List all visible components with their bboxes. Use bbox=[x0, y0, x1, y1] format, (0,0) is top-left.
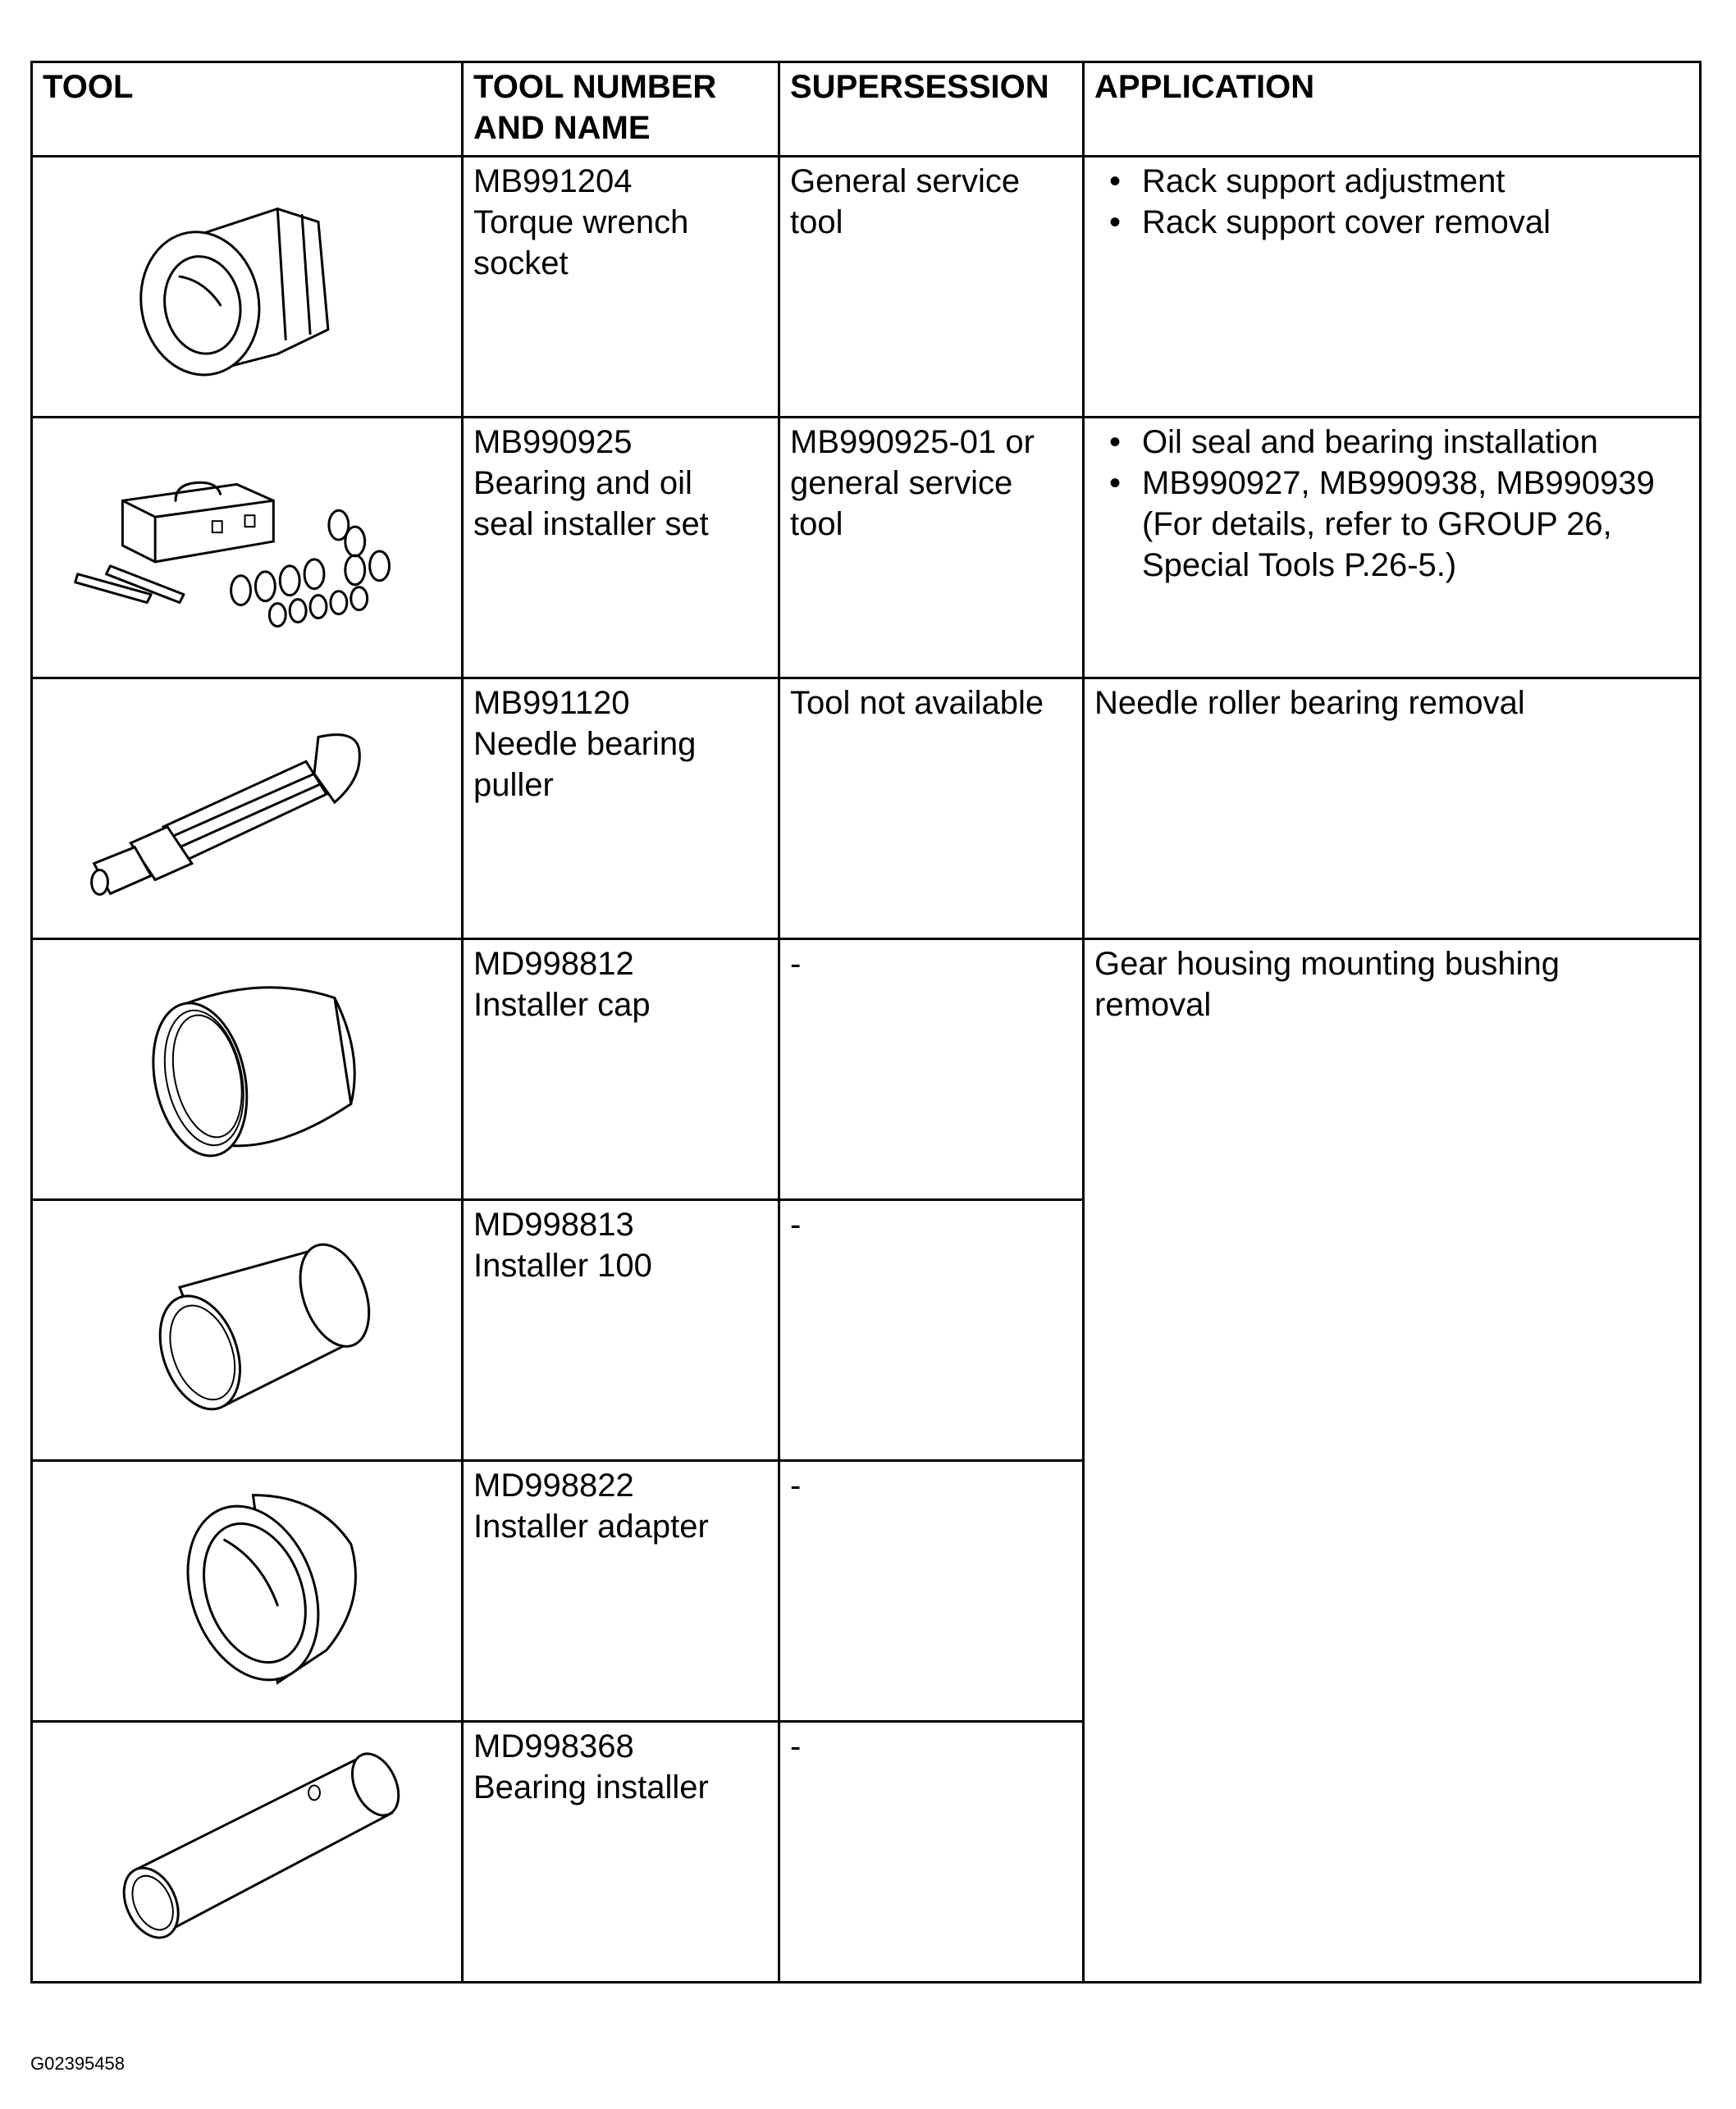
tool-image-cell bbox=[32, 418, 463, 678]
tool-number-cell bbox=[463, 1200, 779, 1461]
tool-number: MD998813 bbox=[473, 1207, 634, 1243]
tool-number: MD998822 bbox=[473, 1468, 634, 1504]
application-text: Needle roller bearing removal bbox=[1094, 685, 1525, 721]
tool-number-cell bbox=[463, 157, 779, 418]
torque-wrench-socket-icon bbox=[33, 157, 461, 416]
tool-name: socket bbox=[473, 245, 569, 281]
table-header-row bbox=[32, 62, 1701, 157]
header-supersession: SUPERSESSION bbox=[779, 62, 1084, 157]
tool-name: Torque wrench bbox=[473, 204, 689, 240]
tool-image-cell bbox=[32, 1200, 463, 1461]
tool-image-cell bbox=[32, 1722, 463, 1983]
figure-code: G02395458 bbox=[30, 2053, 125, 2074]
tool-name: Installer 100 bbox=[473, 1248, 652, 1284]
tool-image-cell bbox=[32, 157, 463, 418]
tool-name: seal installer set bbox=[473, 506, 709, 542]
tool-image-cell bbox=[32, 1461, 463, 1722]
tool-image-cell bbox=[32, 678, 463, 939]
tool-number: MB991120 bbox=[473, 685, 630, 721]
tool-name: puller bbox=[473, 767, 554, 803]
application-cell: Gear housing mounting bushing removal bbox=[1084, 939, 1701, 1983]
application-item: • Rack support cover removal bbox=[1094, 202, 1689, 243]
application-list bbox=[1094, 422, 1689, 586]
tool-number: MB991204 bbox=[473, 163, 633, 199]
header-tool-number: TOOL NUMBER AND NAME bbox=[463, 62, 779, 157]
bearing-oil-seal-installer-set-icon bbox=[33, 418, 461, 677]
application-cell bbox=[1084, 678, 1701, 939]
application-item: • Rack support adjustment bbox=[1094, 161, 1689, 202]
application-cell bbox=[1084, 157, 1701, 418]
bearing-installer-icon bbox=[33, 1723, 461, 1981]
tool-name: Needle bearing bbox=[473, 726, 697, 762]
tool-image-cell bbox=[32, 939, 463, 1200]
tool-number-cell bbox=[463, 1461, 779, 1722]
supersession-cell: - bbox=[779, 1461, 1084, 1722]
supersession-cell: Tool not available bbox=[779, 678, 1084, 939]
installer-cap-icon bbox=[33, 940, 461, 1198]
application-list bbox=[1094, 161, 1689, 243]
table-row bbox=[32, 939, 1701, 1200]
header-application: APPLICATION bbox=[1084, 62, 1701, 157]
installer-adapter-icon bbox=[33, 1462, 461, 1720]
table-row bbox=[32, 157, 1701, 418]
needle-bearing-puller-icon bbox=[33, 679, 461, 938]
supersession-cell: - bbox=[779, 939, 1084, 1200]
tool-number: MB990925 bbox=[473, 424, 633, 460]
tool-number-cell bbox=[463, 1722, 779, 1983]
application-item: • MB990927, MB990938, MB990939 (For details, refer to GROUP 26, Special Tools P.26-5.) bbox=[1094, 463, 1689, 586]
installer-100-icon bbox=[33, 1201, 461, 1459]
tool-name: Installer cap bbox=[473, 987, 651, 1023]
tool-number: MD998812 bbox=[473, 946, 634, 982]
supersession-cell: MB990925-01 or general service tool bbox=[779, 418, 1084, 678]
table-row bbox=[32, 678, 1701, 939]
application-cell bbox=[1084, 418, 1701, 678]
tool-number-cell bbox=[463, 678, 779, 939]
tool-name: Bearing and oil bbox=[473, 465, 692, 501]
supersession-cell: - bbox=[779, 1722, 1084, 1983]
table-row bbox=[32, 418, 1701, 678]
application-item: • Oil seal and bearing installation bbox=[1094, 422, 1689, 463]
tool-number: MD998368 bbox=[473, 1728, 634, 1764]
tool-number-cell bbox=[463, 418, 779, 678]
header-tool: TOOL bbox=[32, 62, 463, 157]
supersession-cell: General service tool bbox=[779, 157, 1084, 418]
special-tools-table bbox=[30, 61, 1702, 1983]
tool-name: Installer adapter bbox=[473, 1509, 709, 1545]
tool-name: Bearing installer bbox=[473, 1769, 709, 1805]
tool-number-cell bbox=[463, 939, 779, 1200]
supersession-cell: - bbox=[779, 1200, 1084, 1461]
